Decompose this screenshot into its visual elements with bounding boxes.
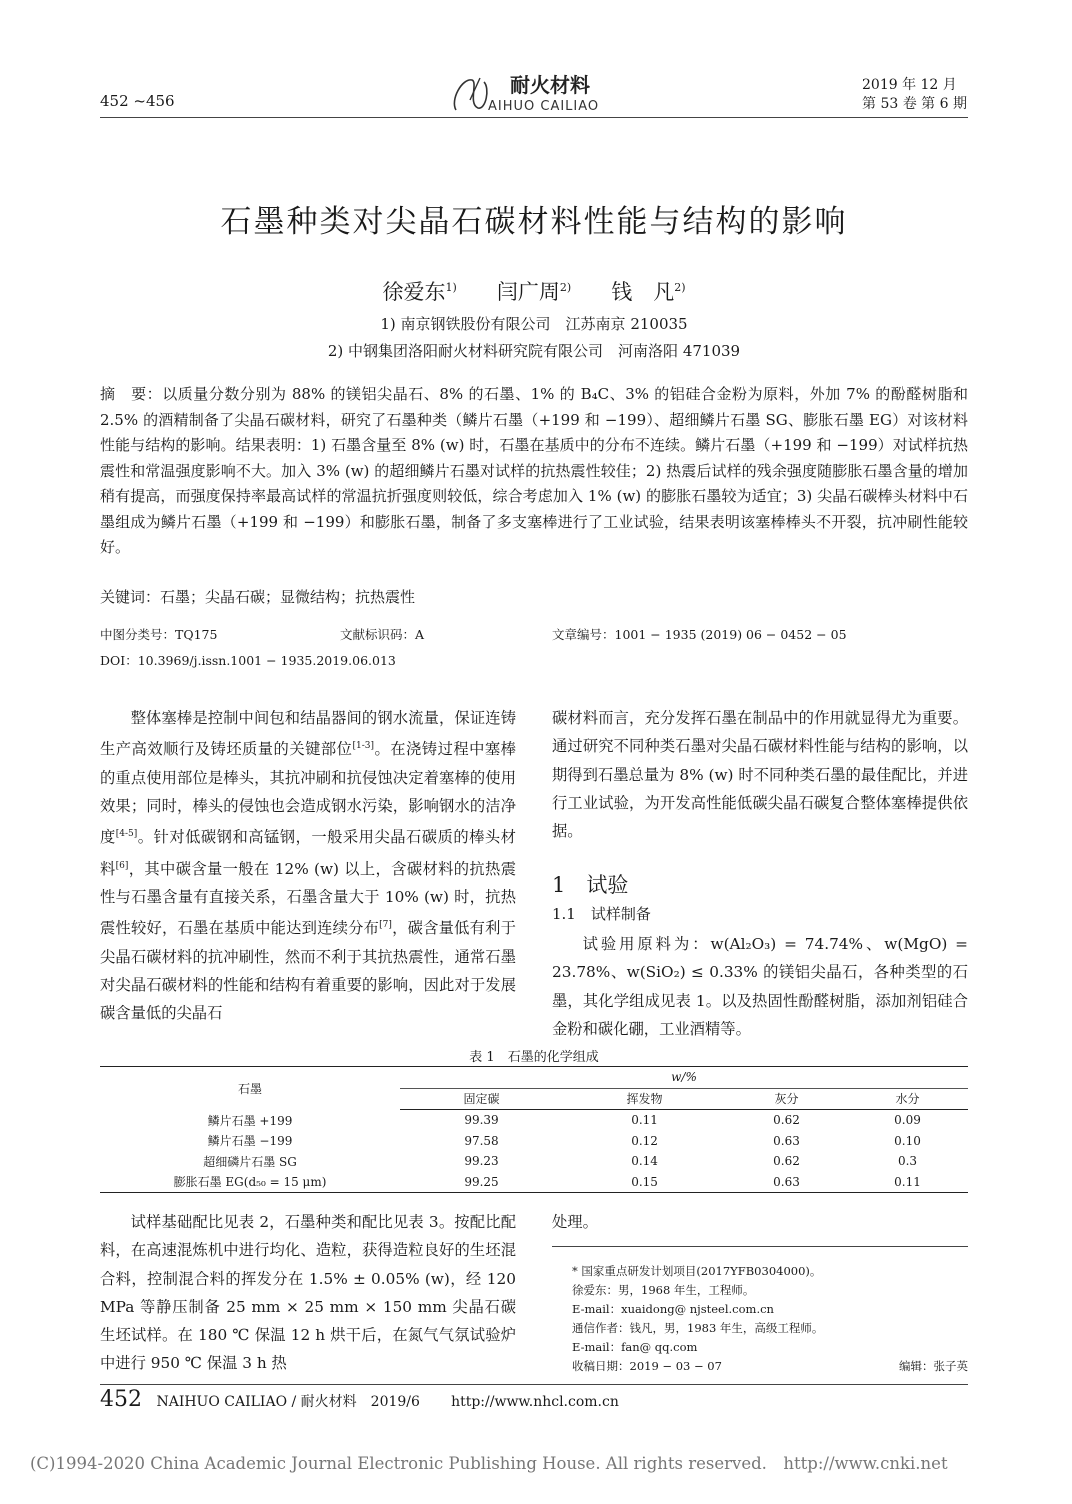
page-number: 452 [100,1387,142,1412]
author-note-1: 徐爱东：男，1968 年生，工程师。 [572,1283,755,1297]
author-3: 钱 凡$^{2)}$ [611,280,686,304]
intro-right-column: 碳材料而言，充分发挥石墨在制品中的作用就显得尤为重要。通过研究不同种类石墨对尖晶石碳材料性能与结构的影响，以期得到石墨总量为 8% (w) 时不同种类石墨的最佳配比，并进行工业试验，为开发高性能低碳尖晶石碳复合整体塞棒提供依据。 [552,709,968,841]
footer-url[interactable]: http://www.nhcl.com.cn [451,1394,619,1410]
abstract-text: 以质量分数分别为 88% 的镁铝尖晶石、8% 的石墨、1% 的 B₄C、3% 的铝硅合金粉为原料，外加 7% 的酚醛树脂和 2.5% 的酒精制备了尖晶石碳材料，研究了石墨种类（鳞片石墨（+199 和 −199）、超细鳞片石墨 SG、膨胀石墨 EG）对该材料性能与结构的影响。结果表明：1) 石墨含量至 8% (w) 时，石墨在基质中的分布不连续。鳞片石墨（+199 和 −199）对试样抗热震性和常温强度影响不大。加入 3% (w) 的超细鳞片石墨对试样的抗热震性较佳；2) 热震后试样的残余强度随膨胀石墨含量的增加稍有提高，而强度保持率最高试样的常温抗折强度则较低，综合考虑加入 1% (w) 的膨胀石墨较为适宜；3) 尖晶石碳棒头材料中石墨组成为鳞片石墨（+199 和 −199）和膨胀石墨，制备了多支塞棒进行了工业试验，结果表明该塞棒棒头不开裂，抗冲刷性能较好。 [100,385,968,556]
footer-rule [100,1384,968,1385]
paper-title: 石墨种类对尖晶石碳材料性能与结构的影响 [220,204,848,240]
sample-prep-text: 试验用原料为：w(Al₂O₃) = 74.74%、w(MgO) = 23.78%、w(SiO₂) ≤ 0.33% 的镁铝尖晶石，各种类型的石墨，其化学组成见表 1。以及热固性酚醛树脂，添加剂铝硅合金粉和碳化硼，工业酒精等。 [552,935,968,1038]
editor: 编辑：张子英 [899,1359,968,1373]
email-1: E-mail：xuaidong@ njsteel.com.cn [572,1302,774,1316]
table-header-cell: 挥发物 [563,1088,726,1110]
keywords [100,586,415,607]
author-2: 闫广周$^{2)}$ [496,280,572,304]
author-list [100,276,968,306]
table-header-group: w/% [400,1067,968,1089]
subsection-heading-1-1: 1.1 试样制备 [552,905,651,923]
section-heading-1: 1 试验 [552,873,629,897]
issue-date: 2019 年 12 月 [862,77,957,93]
affiliation-1: 1) 南京钢铁股份有限公司 江苏南京 210035 [380,315,688,333]
mixing-text: 试样基础配比见表 2，石墨种类和配比见表 3。按配比配料，在高速混炼机中进行均化、造粒，获得造粒良好的生坯混合料，控制混合料的挥发分在 1.5% ± 0.05% (w)，经 120 MPa 等静压制备 25 mm × 25 mm × 150 mm 尖晶石碳生坯试样。在 180 ℃ 保温 12 h 烘干后，在氮气气氛试验炉中进行 950 ℃ 保温 3 h 热 [100,1213,516,1373]
table-row: 超细磷片石墨 SG 99.23 0.14 0.62 0.3 [203,1154,918,1169]
article-number: 文章编号：1001 − 1935 (2019) 06 − 0452 − 05 [552,627,847,642]
table-caption: 表 1 石墨的化学组成 [469,1050,599,1065]
author-1: 徐爱东$^{1)}$ [382,280,457,304]
graphite-composition-table [100,1066,968,1193]
email-2: E-mail：fan@ qq.com [572,1340,698,1354]
abstract-label: 摘 要： [100,385,163,403]
received-date: 收稿日期：2019 − 03 − 07 编辑：张子英 [572,1357,968,1376]
intro-left-column: 整体塞棒是控制中间包和结晶器间的钢水流量，保证连铸生产高效顺行及铸坯质量的关键部位[1-3]。在浇铸过程中塞棒的重点使用部位是棒头，其抗冲刷和抗侵蚀决定着塞棒的使用效果；同时，棒头的侵蚀也会造成钢水污染，影响钢水的洁净度[4-5]。针对低碳钢和高锰钢，一般采用尖晶石碳质的棒头材料[6]，其中碳含量一般在 12% (w) 以上，含碳材料的抗热震性与石墨含量有直接关系，石墨含量大于 10% (w) 时，抗热震性较好，石墨在基质中能达到连续分布[7]，碳含量低有利于尖晶石碳材料的抗冲刷性，然而不利于其抗热震性，通常石墨对尖晶石碳材料的性能和结构有着重要的影响，因此对于发展碳含量低的尖晶石 [100,709,516,1023]
mixing-text-continued: 处理。 [552,1213,598,1231]
table-row: 鳞片石墨 −199 97.58 0.12 0.63 0.10 [207,1133,921,1149]
table-header-cell: 灰分 [726,1088,847,1110]
table-header-graphite: 石墨 [100,1067,400,1110]
doi: DOI：10.3969/j.issn.1001 − 1935.2019.06.013 [100,653,396,668]
issue-volume: 第 53 卷 第 6 期 [862,96,967,112]
citation: [6] [115,860,129,871]
keywords-text: 石墨；尖晶石碳；显微结构；抗热震性 [160,588,416,606]
table-header-cell: 固定碳 [400,1088,563,1110]
svg-text:耐火材料: 耐火材料 [510,73,590,97]
document-code: 文献标识码：A [340,627,425,642]
journal-logo [448,70,618,114]
copyright-notice: (C)1994-2020 China Academic Journal Electronic Publishing House. All rights reserved. http://www.cnki.net [30,1454,948,1473]
footer-journal: NAIHUO CAILIAO / 耐火材料 2019/6 [156,1394,420,1410]
clc-number: 中图分类号：TQ175 [100,627,218,642]
table-row: 膨胀石墨 EG(d₅₀ = 15 μm) 99.25 0.15 0.63 0.11 [100,1172,968,1193]
table-row: 鳞片石墨 +199 99.39 0.11 0.62 0.09 [207,1113,921,1128]
svg-text:AIHUO CAILIAO: AIHUO CAILIAO [488,99,600,114]
running-header-issue [862,76,967,114]
footnote-rule [552,1246,968,1247]
page-footer [100,1387,619,1412]
citation: [1-3] [352,741,374,752]
table-header-cell: 水分 [847,1088,968,1110]
citation: [7] [379,920,392,931]
header-rule [100,117,968,118]
keywords-label: 关键词： [100,588,161,606]
abstract [100,382,968,561]
affiliation-2: 2) 中钢集团洛阳耐火材料研究院有限公司 河南洛阳 471039 [327,342,741,360]
author-note-2: 通信作者：钱凡，男，1983 年生，高级工程师。 [572,1321,824,1335]
citation: [4-5] [115,829,138,840]
funding-note: * 国家重点研发计划项目(2017YFB0304000)。 [572,1264,822,1278]
running-header-pages: 452 ~456 [100,92,175,110]
footnote [572,1262,968,1376]
